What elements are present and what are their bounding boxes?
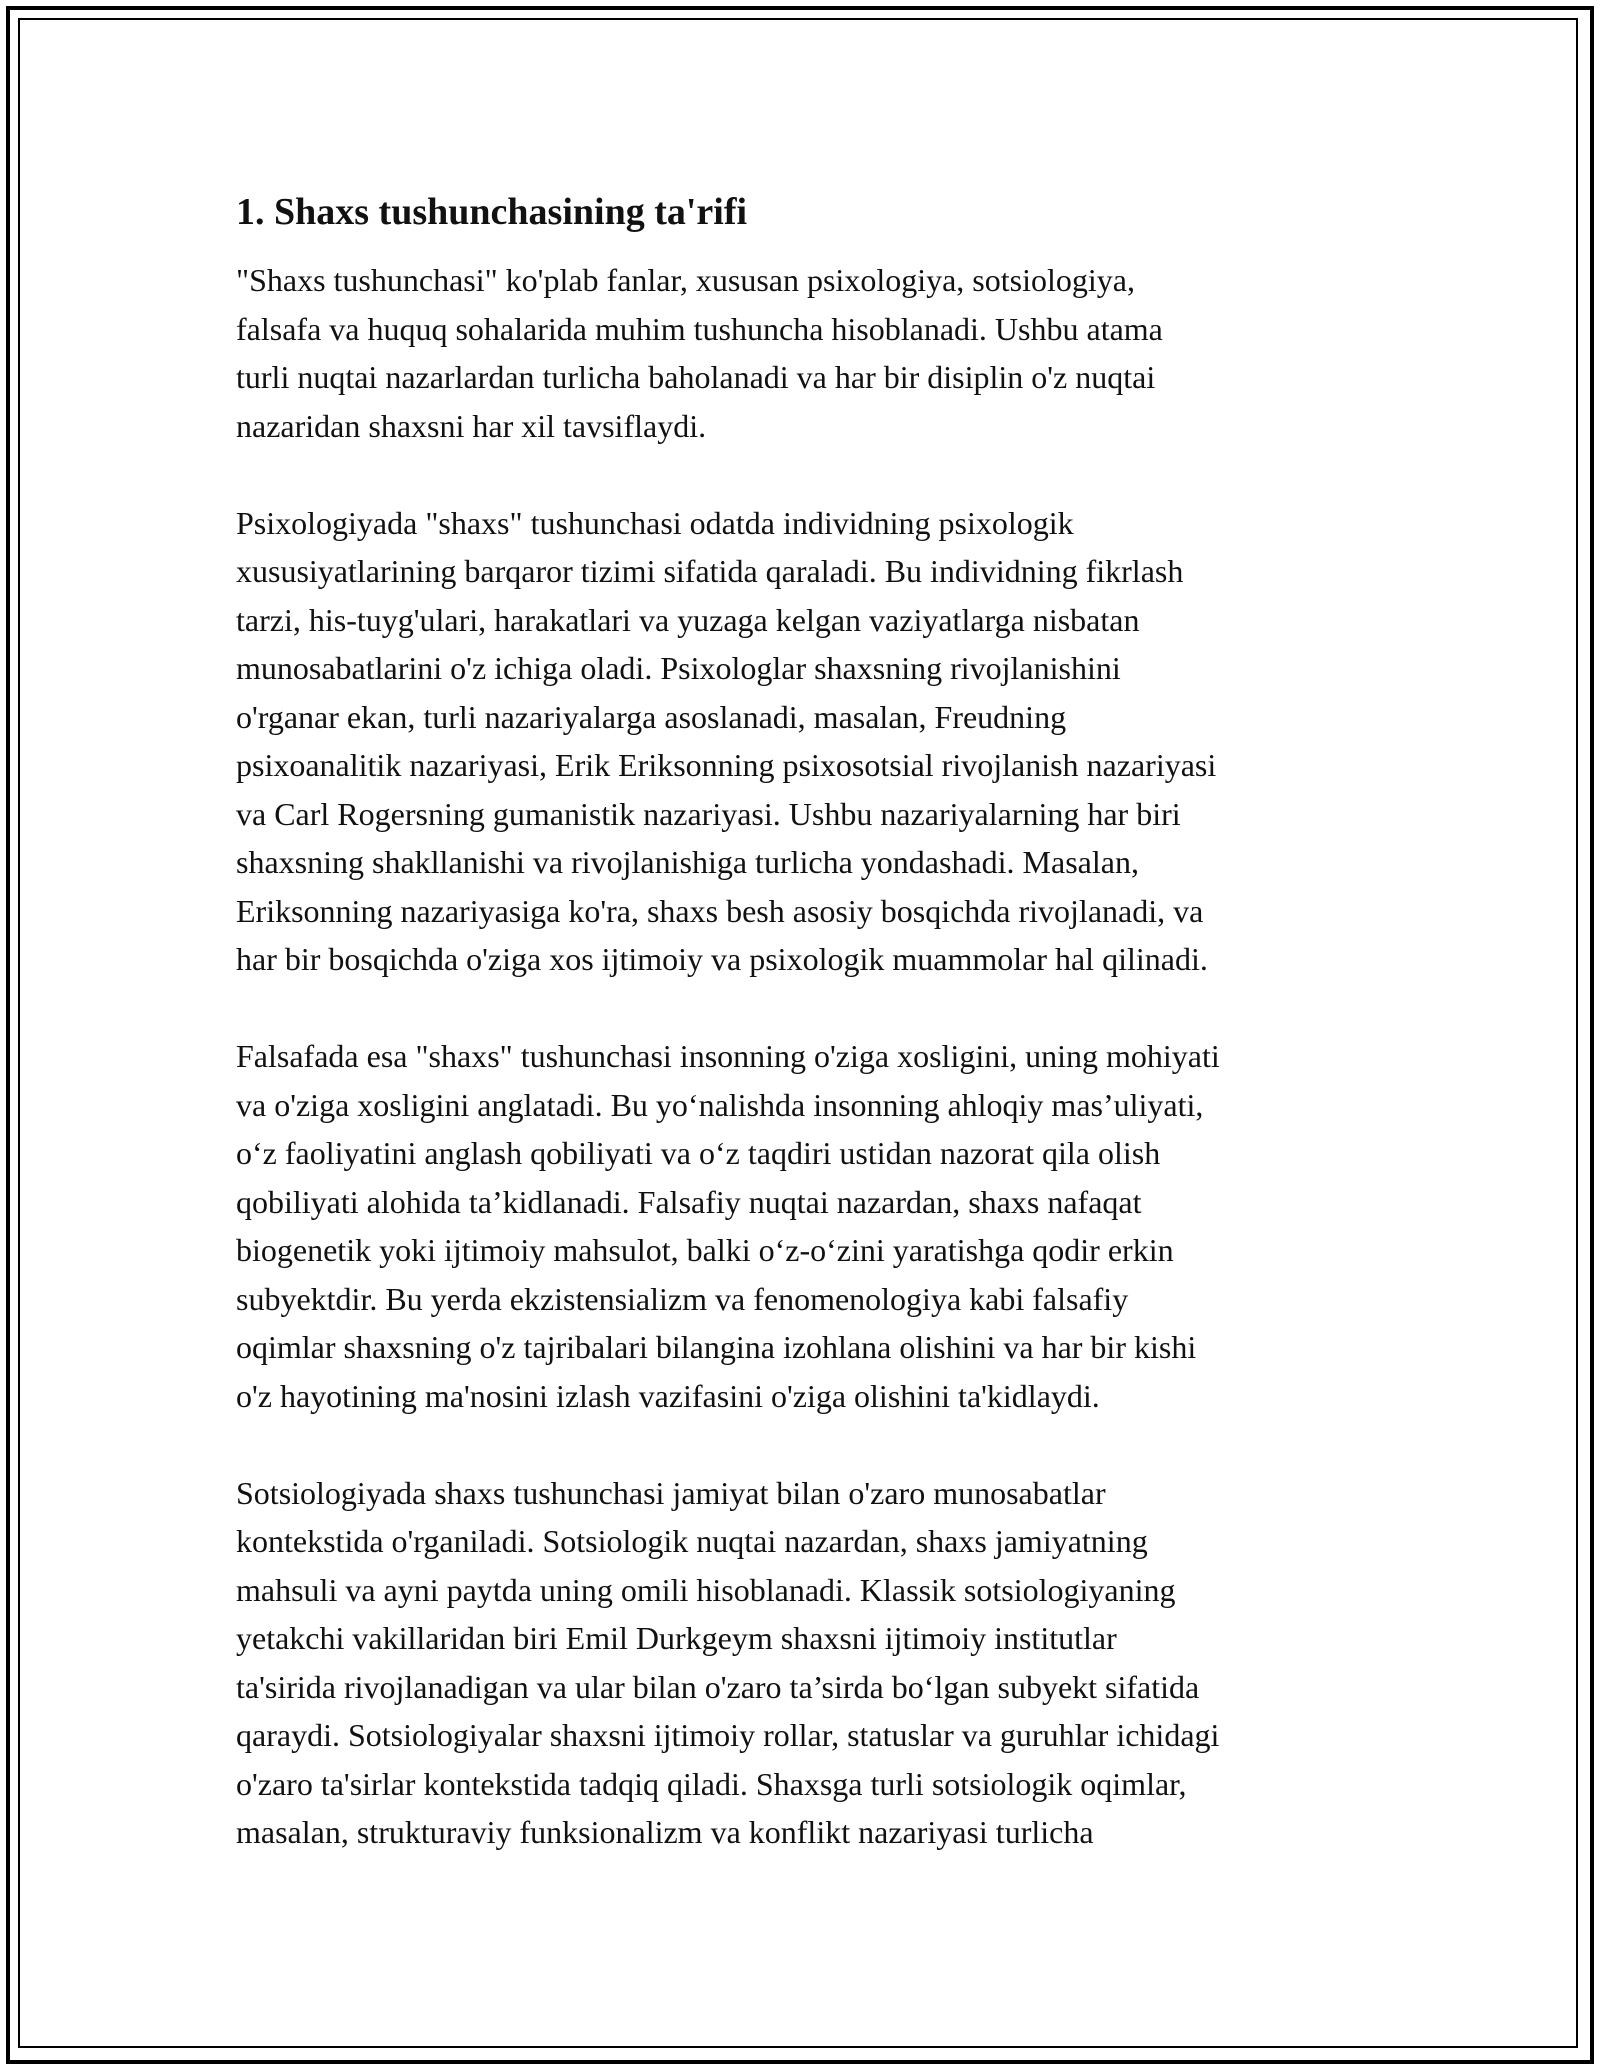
section-heading: 1. Shaxs tushunchasining ta'rifi (236, 191, 748, 233)
text-line: xususiyatlarining barqaror tizimi sifatida qaraladi. Bu individning fikrlash (236, 553, 1184, 589)
text-line: ta'sirida rivojlanadigan va ular bilan o'zaro ta’sirda bo‘lgan subyekt sifatida (236, 1668, 1200, 1705)
text-line: o‘z faoliyatini anglash qobiliyati va o‘z taqdiri ustidan nazorat qila olish (236, 1135, 1161, 1171)
paragraph-philosophy (236, 1032, 1366, 1420)
text-line: turli nuqtai nazarlardan turlicha baholanadi va har bir disiplin o'z nuqtai (236, 359, 1156, 395)
text-line: falsafa va huquq sohalarida muhim tushuncha hisoblanadi. Ushbu atama (236, 310, 1163, 347)
text-line: shaxsning shakllanishi va rivojlanishiga turlicha yondashadi. Masalan, (236, 844, 1139, 880)
text-line: har bir bosqichda o'ziga xos ijtimoiy va psixologik muammolar hal qilinadi. (236, 941, 1208, 977)
text-line: o'z hayotining ma'nosini izlash vazifasini o'ziga olishini ta'kidlaydi. (236, 1377, 1100, 1414)
text-line: munosabatlarini o'z ichiga oladi. Psixologlar shaxsning rivojlanishini (236, 650, 1121, 686)
text-line: kontekstida o'rganiladi. Sotsiologik nuqtai nazardan, shaxs jamiyatning (236, 1523, 1148, 1559)
text-line: Eriksonning nazariyasiga ko'ra, shaxs besh asosiy bosqichda rivojlanadi, va (236, 892, 1204, 929)
text-line: va Carl Rogersning gumanistik nazariyasi. Ushbu nazariyalarning har biri (236, 795, 1181, 832)
paragraph-sociology (236, 1469, 1366, 1857)
paragraph-psychology (236, 499, 1366, 984)
text-line: biogenetik yoki ijtimoiy mahsulot, balki o‘z-o‘zini yaratishga qodir erkin (236, 1232, 1174, 1268)
text-line: mahsuli va ayni paytda uning omili hisoblanadi. Klassik sotsiologiyaning (236, 1571, 1176, 1608)
text-line: yetakchi vakillaridan biri Emil Durkgeym shaxsni ijtimoiy institutlar (236, 1620, 1117, 1656)
text-line: "Shaxs tushunchasi" ko'plab fanlar, xususan psixologiya, sotsiologiya, (236, 262, 1135, 298)
paragraph-intro (236, 256, 1366, 450)
text-line: o'rganar ekan, turli nazariyalarga asoslanadi, masalan, Freudning (236, 698, 1067, 735)
text-line: o'zaro ta'sirlar kontekstida tadqiq qiladi. Shaxsga turli sotsiologik oqimlar, (236, 1765, 1187, 1802)
text-line: Sotsiologiyada shaxs tushunchasi jamiyat bilan o'zaro munosabatlar (236, 1474, 1106, 1511)
text-line: Psixologiyada "shaxs" tushunchasi odatda individning psixologik (236, 504, 1074, 541)
text-line: va o'ziga xosligini anglatadi. Bu yo‘nalishda insonning ahloqiy mas’uliyati, (236, 1086, 1204, 1123)
document-body (236, 188, 1366, 1857)
text-line: qobiliyati alohida ta’kidlanadi. Falsafiy nuqtai nazardan, shaxs nafaqat (236, 1183, 1142, 1220)
text-line: tarzi, his-tuyg'ulari, harakatlari va yuzaga kelgan vaziyatlarga nisbatan (236, 601, 1140, 638)
text-line: masalan, strukturaviy funksionalizm va konflikt nazariyasi turlicha (236, 1814, 1094, 1850)
text-line: psixoanalitik nazariyasi, Erik Eriksonning psixosotsial rivojlanish nazariyasi (236, 747, 1217, 783)
text-line: nazaridan shaxsni har xil tavsiflaydi. (236, 407, 707, 444)
text-line: qaraydi. Sotsiologiyalar shaxsni ijtimoiy rollar, statuslar va guruhlar ichidagi (236, 1717, 1220, 1753)
text-line: subyektdir. Bu yerda ekzistensializm va fenomenologiya kabi falsafiy (236, 1280, 1129, 1317)
text-line: Falsafada esa "shaxs" tushunchasi insonning o'ziga xosligini, uning mohiyati (236, 1038, 1220, 1074)
text-line: oqimlar shaxsning o'z tajribalari bilangina izohlana olishini va har bir kishi (236, 1329, 1197, 1365)
